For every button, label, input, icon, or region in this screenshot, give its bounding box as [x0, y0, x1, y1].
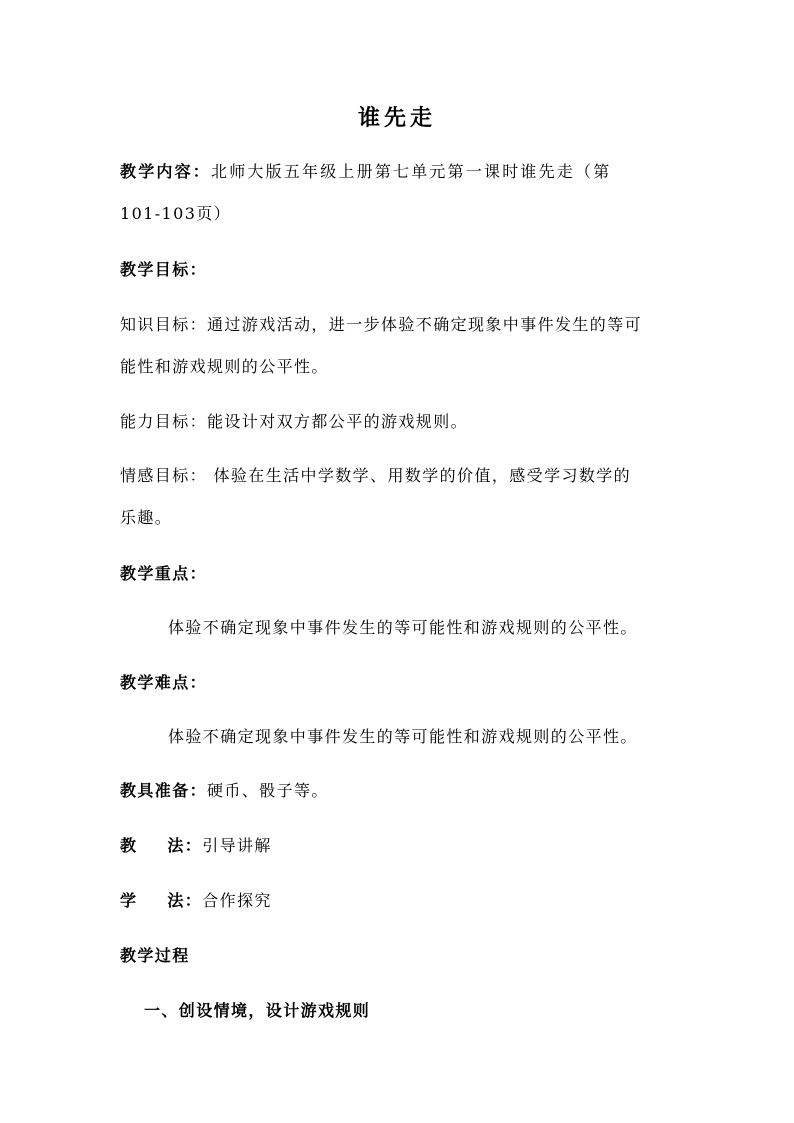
- content-label: 教学内容：: [120, 162, 212, 181]
- process-heading: 教学过程: [120, 946, 190, 965]
- learning-method-char-1: 学: [120, 891, 138, 910]
- key-points-text: 体验不确定现象中事件发生的等可能性和游戏规则的公平性。: [168, 618, 638, 637]
- difficulties-text: 体验不确定现象中事件发生的等可能性和游戏规则的公平性。: [168, 727, 638, 746]
- learning-method-char-2: 法：: [167, 891, 203, 910]
- process-section-1: 一、创设情境，设计游戏规则: [144, 1001, 371, 1020]
- content-text-1: 北师大版五年级上册第七单元第一课时谁先走（第: [211, 162, 612, 181]
- emotion-objective-line-1: 情感目标： 体验在生活中学数学、用数学的价值，感受学习数学的: [120, 466, 632, 485]
- materials-line: [120, 777, 680, 805]
- emotion-objective-line-2: 乐趣。: [120, 508, 173, 527]
- learning-method-text: 合作探究: [202, 891, 272, 910]
- objectives-heading: 教学目标：: [120, 260, 208, 279]
- teaching-method-char-2: 法：: [167, 836, 203, 855]
- key-points-heading: 教学重点：: [120, 564, 208, 583]
- teaching-method-char-1: 教: [120, 836, 138, 855]
- knowledge-objective-line-1: 知识目标：通过游戏活动，进一步体验不确定现象中事件发生的等可: [120, 315, 643, 334]
- teaching-method-line: [120, 832, 680, 860]
- content-line-2: 101-103页）: [120, 204, 232, 223]
- teaching-method-text: 引导讲解: [202, 836, 272, 855]
- content-line-1: [120, 158, 680, 186]
- page-title: 谁先走: [357, 105, 436, 131]
- materials-label: 教具准备：: [120, 781, 208, 800]
- materials-text: 硬币、骰子等。: [207, 781, 329, 800]
- knowledge-objective-line-2: 能性和游戏规则的公平性。: [120, 357, 329, 376]
- difficulties-heading: 教学难点：: [120, 673, 208, 692]
- learning-method-line: [120, 887, 680, 915]
- ability-objective: 能力目标：能设计对双方都公平的游戏规则。: [120, 412, 469, 431]
